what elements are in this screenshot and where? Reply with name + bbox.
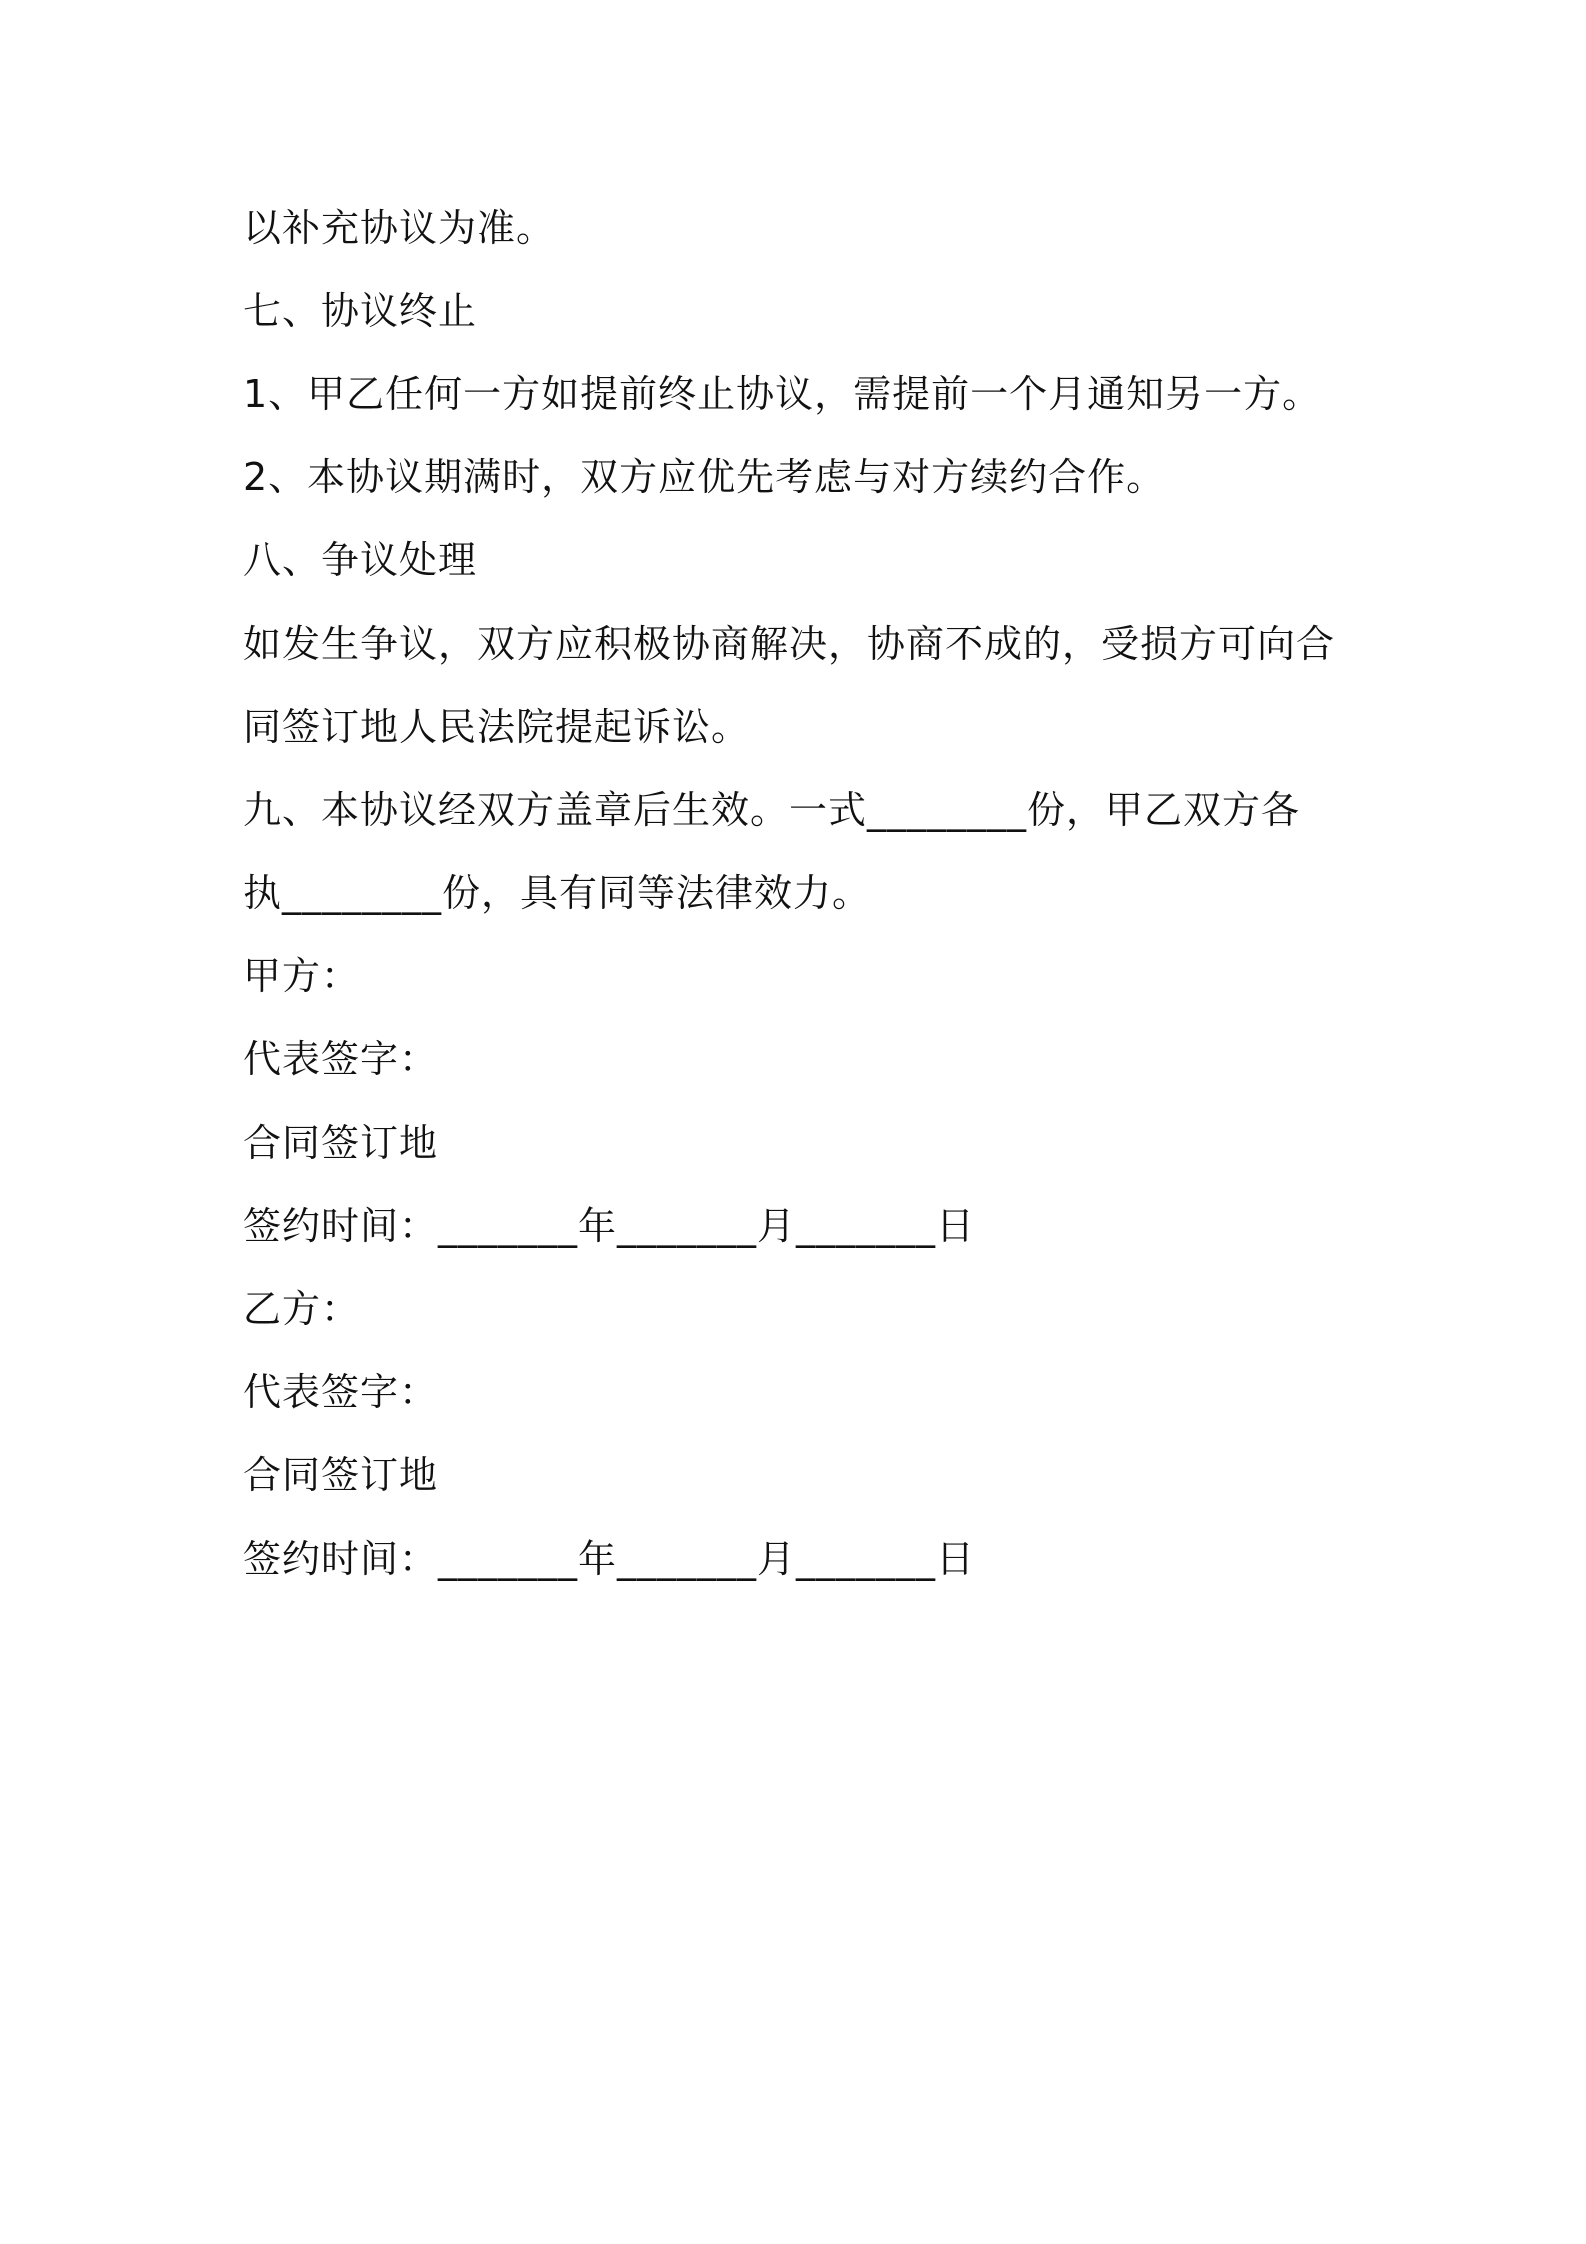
section-heading-dispute: 八、争议处理 xyxy=(243,538,478,582)
section-heading-termination: 七、协议终止 xyxy=(243,289,478,333)
party-b-signing-place-label: 合同签订地 xyxy=(243,1453,439,1497)
party-a-signing-date-label: 签约时间：_______年_______月_______日 xyxy=(243,1204,976,1248)
text-line-supplement-clause: 以补充协议为准。 xyxy=(243,206,556,250)
party-b-signature-label: 代表签字： xyxy=(243,1370,439,1414)
party-b-label: 乙方： xyxy=(243,1287,361,1331)
party-a-signing-place-label: 合同签订地 xyxy=(243,1121,439,1165)
party-a-label: 甲方： xyxy=(243,954,361,998)
party-b-signing-date-label: 签约时间：_______年_______月_______日 xyxy=(243,1537,976,1581)
text-line-termination-item-1: 1、甲乙任何一方如提前终止协议，需提前一个月通知另一方。 xyxy=(243,372,1322,416)
party-a-signature-label: 代表签字： xyxy=(243,1037,439,1081)
text-line-dispute-1: 如发生争议，双方应积极协商解决，协商不成的，受损方可向合 xyxy=(243,622,1336,666)
text-line-dispute-2: 同签订地人民法院提起诉讼。 xyxy=(243,705,751,749)
text-line-effectiveness-1: 九、本协议经双方盖章后生效。一式________份，甲乙双方各 xyxy=(243,788,1301,832)
text-line-termination-item-2: 2、本协议期满时，双方应优先考虑与对方续约合作。 xyxy=(243,455,1166,499)
text-line-effectiveness-2: 执________份，具有同等法律效力。 xyxy=(243,871,872,915)
